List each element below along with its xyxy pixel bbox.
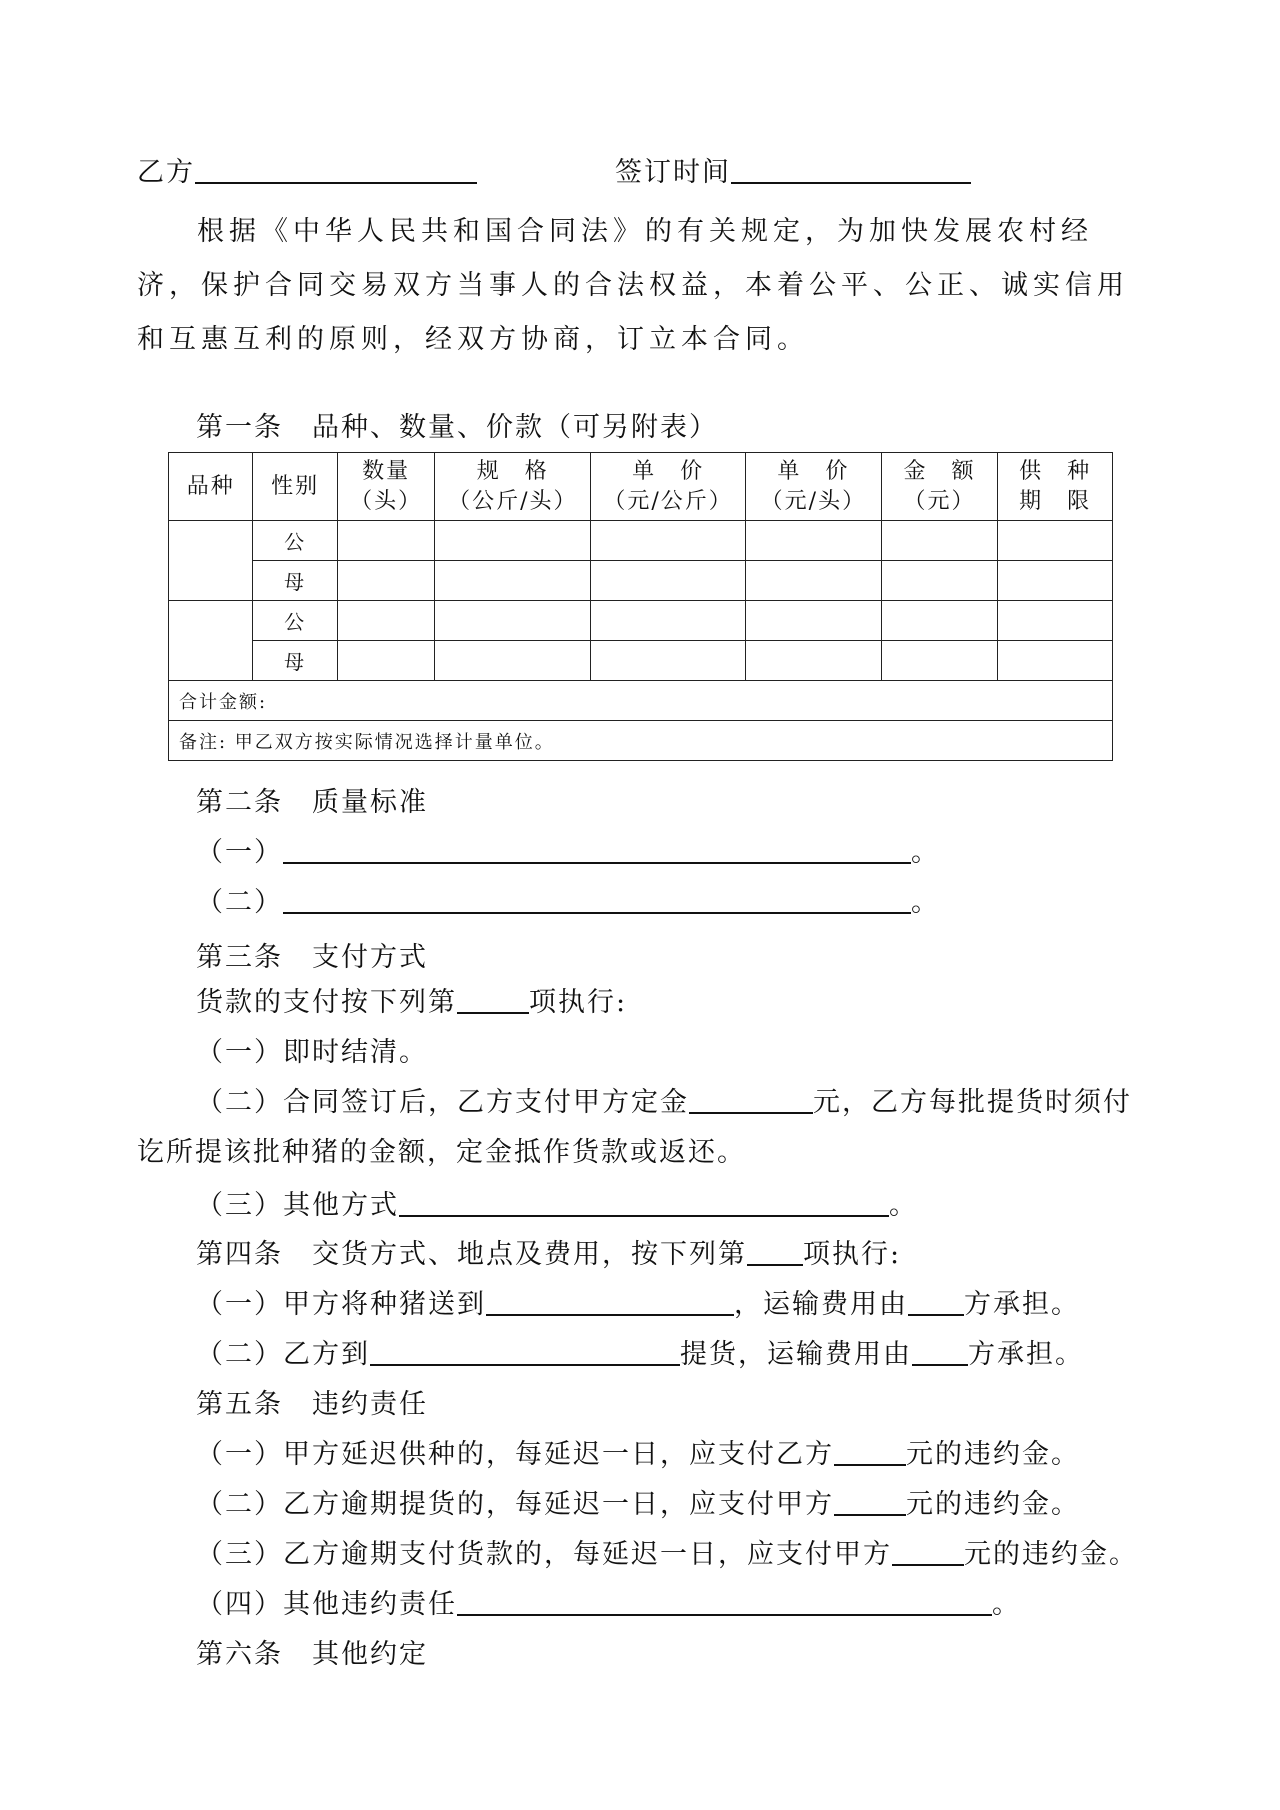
period-cell[interactable]	[998, 641, 1113, 681]
sex-cell: 母	[253, 641, 337, 681]
article2-title: 第二条 质量标准	[196, 787, 428, 818]
table-row	[169, 601, 1113, 641]
penalty-2-blank[interactable]	[834, 1488, 906, 1516]
article3-item1: （一）即时结清。	[196, 1037, 428, 1068]
header-quantity: 数量 （头）	[337, 453, 435, 521]
spec-cell[interactable]	[435, 521, 591, 561]
article2-item1: （一） 。	[196, 837, 940, 868]
article3-item3: （三）其他方式 。	[196, 1190, 918, 1221]
spec-cell[interactable]	[435, 561, 591, 601]
transport-fee-party-2-blank[interactable]	[912, 1338, 968, 1366]
header-unit-price-kg: 单 价 （元/公斤）	[591, 453, 746, 521]
other-payment-blank[interactable]	[399, 1189, 889, 1217]
total-row	[169, 681, 1113, 721]
price-kg-cell[interactable]	[591, 561, 746, 601]
quality-standard-1-blank[interactable]	[283, 836, 911, 864]
article3-item2: （二）合同签订后，乙方支付甲方定金 元，乙方每批提货时须付	[196, 1087, 1132, 1118]
price-head-cell[interactable]	[746, 561, 882, 601]
pickup-place-blank[interactable]	[370, 1338, 680, 1366]
period-cell[interactable]	[998, 521, 1113, 561]
amount-cell[interactable]	[881, 521, 998, 561]
header-variety: 品种	[169, 453, 253, 521]
table-row	[169, 521, 1113, 561]
article6-title: 第六条 其他约定	[196, 1639, 428, 1670]
article3-item2-cont: 讫所提该批种猪的金额，定金抵作货款或返还。	[137, 1137, 746, 1168]
transport-fee-party-1-blank[interactable]	[908, 1288, 964, 1316]
delivery-place-blank[interactable]	[486, 1288, 734, 1316]
amount-cell[interactable]	[881, 641, 998, 681]
intro-paragraph: 根据《中华人民共和国合同法》的有关规定，为加快发展农村经济，保护合同交易双方当事人的合法权益，本着公平、公正、诚实信用和互惠互利的原则，经双方协商，订立本合同。	[137, 216, 1129, 355]
party-b-blank[interactable]	[195, 156, 477, 184]
total-amount-label[interactable]: 合计金额:	[169, 681, 1113, 721]
quantity-cell[interactable]	[337, 641, 435, 681]
price-head-cell[interactable]	[746, 601, 882, 641]
price-head-cell[interactable]	[746, 641, 882, 681]
period-cell[interactable]	[998, 561, 1113, 601]
price-kg-cell[interactable]	[591, 521, 746, 561]
party-b-label: 乙方	[137, 157, 195, 188]
header-amount: 金 额 （元）	[881, 453, 998, 521]
sign-time-label: 签订时间	[615, 157, 731, 188]
sign-time-line	[615, 150, 971, 189]
quantity-cell[interactable]	[337, 601, 435, 641]
payment-option-blank[interactable]	[457, 986, 529, 1014]
header-supply-period: 供 种 期 限	[998, 453, 1113, 521]
article5-item1: （一）甲方延迟供种的，每延迟一日，应支付乙方 元的违约金。	[196, 1439, 1080, 1470]
article3-title: 第三条 支付方式	[196, 942, 428, 973]
header-spec: 规 格 （公斤/头）	[435, 453, 591, 521]
article5-item2: （二）乙方逾期提货的，每延迟一日，应支付甲方 元的违约金。	[196, 1489, 1080, 1520]
article5-title: 第五条 违约责任	[196, 1389, 428, 1420]
quantity-cell[interactable]	[337, 561, 435, 601]
article2-item2: （二） 。	[196, 887, 940, 918]
article1-title: 第一条 品种、数量、价款（可另附表）	[196, 412, 718, 443]
price-head-cell[interactable]	[746, 521, 882, 561]
article5-item4: （四）其他违约责任 。	[196, 1589, 1021, 1620]
article5-item3: （三）乙方逾期支付货款的，每延迟一日，应支付甲方 元的违约金。	[196, 1539, 1138, 1570]
variety-cell[interactable]	[169, 521, 253, 601]
period-cell[interactable]	[998, 601, 1113, 641]
article4-item2: （二）乙方到 提货，运输费用由 方承担。	[196, 1339, 1084, 1370]
sex-cell: 母	[253, 561, 337, 601]
goods-table	[168, 452, 1113, 761]
sex-cell: 公	[253, 601, 337, 641]
quantity-cell[interactable]	[337, 521, 435, 561]
price-kg-cell[interactable]	[591, 601, 746, 641]
table-row	[169, 641, 1113, 681]
note-row	[169, 721, 1113, 761]
amount-cell[interactable]	[881, 561, 998, 601]
penalty-1-blank[interactable]	[834, 1438, 906, 1466]
delivery-option-blank[interactable]	[747, 1238, 803, 1266]
deposit-blank[interactable]	[689, 1086, 813, 1114]
other-liability-blank[interactable]	[457, 1588, 992, 1616]
spec-cell[interactable]	[435, 641, 591, 681]
variety-cell[interactable]	[169, 601, 253, 681]
table-note: 备注: 甲乙双方按实际情况选择计量单位。	[169, 721, 1113, 761]
price-kg-cell[interactable]	[591, 641, 746, 681]
spec-cell[interactable]	[435, 601, 591, 641]
article4-title: 第四条 交货方式、地点及费用，按下列第 项执行:	[196, 1239, 902, 1270]
sex-cell: 公	[253, 521, 337, 561]
amount-cell[interactable]	[881, 601, 998, 641]
sign-time-blank[interactable]	[731, 156, 971, 184]
article4-item1: （一）甲方将种猪送到 ，运输费用由 方承担。	[196, 1289, 1080, 1320]
penalty-3-blank[interactable]	[892, 1538, 964, 1566]
article3-lead: 货款的支付按下列第 项执行:	[196, 987, 628, 1018]
header-unit-price-head: 单 价 （元/头）	[746, 453, 882, 521]
party-b-line	[137, 150, 477, 189]
quality-standard-2-blank[interactable]	[283, 886, 911, 914]
header-sex: 性别	[253, 453, 337, 521]
table-header-row	[169, 453, 1113, 521]
table-row	[169, 561, 1113, 601]
